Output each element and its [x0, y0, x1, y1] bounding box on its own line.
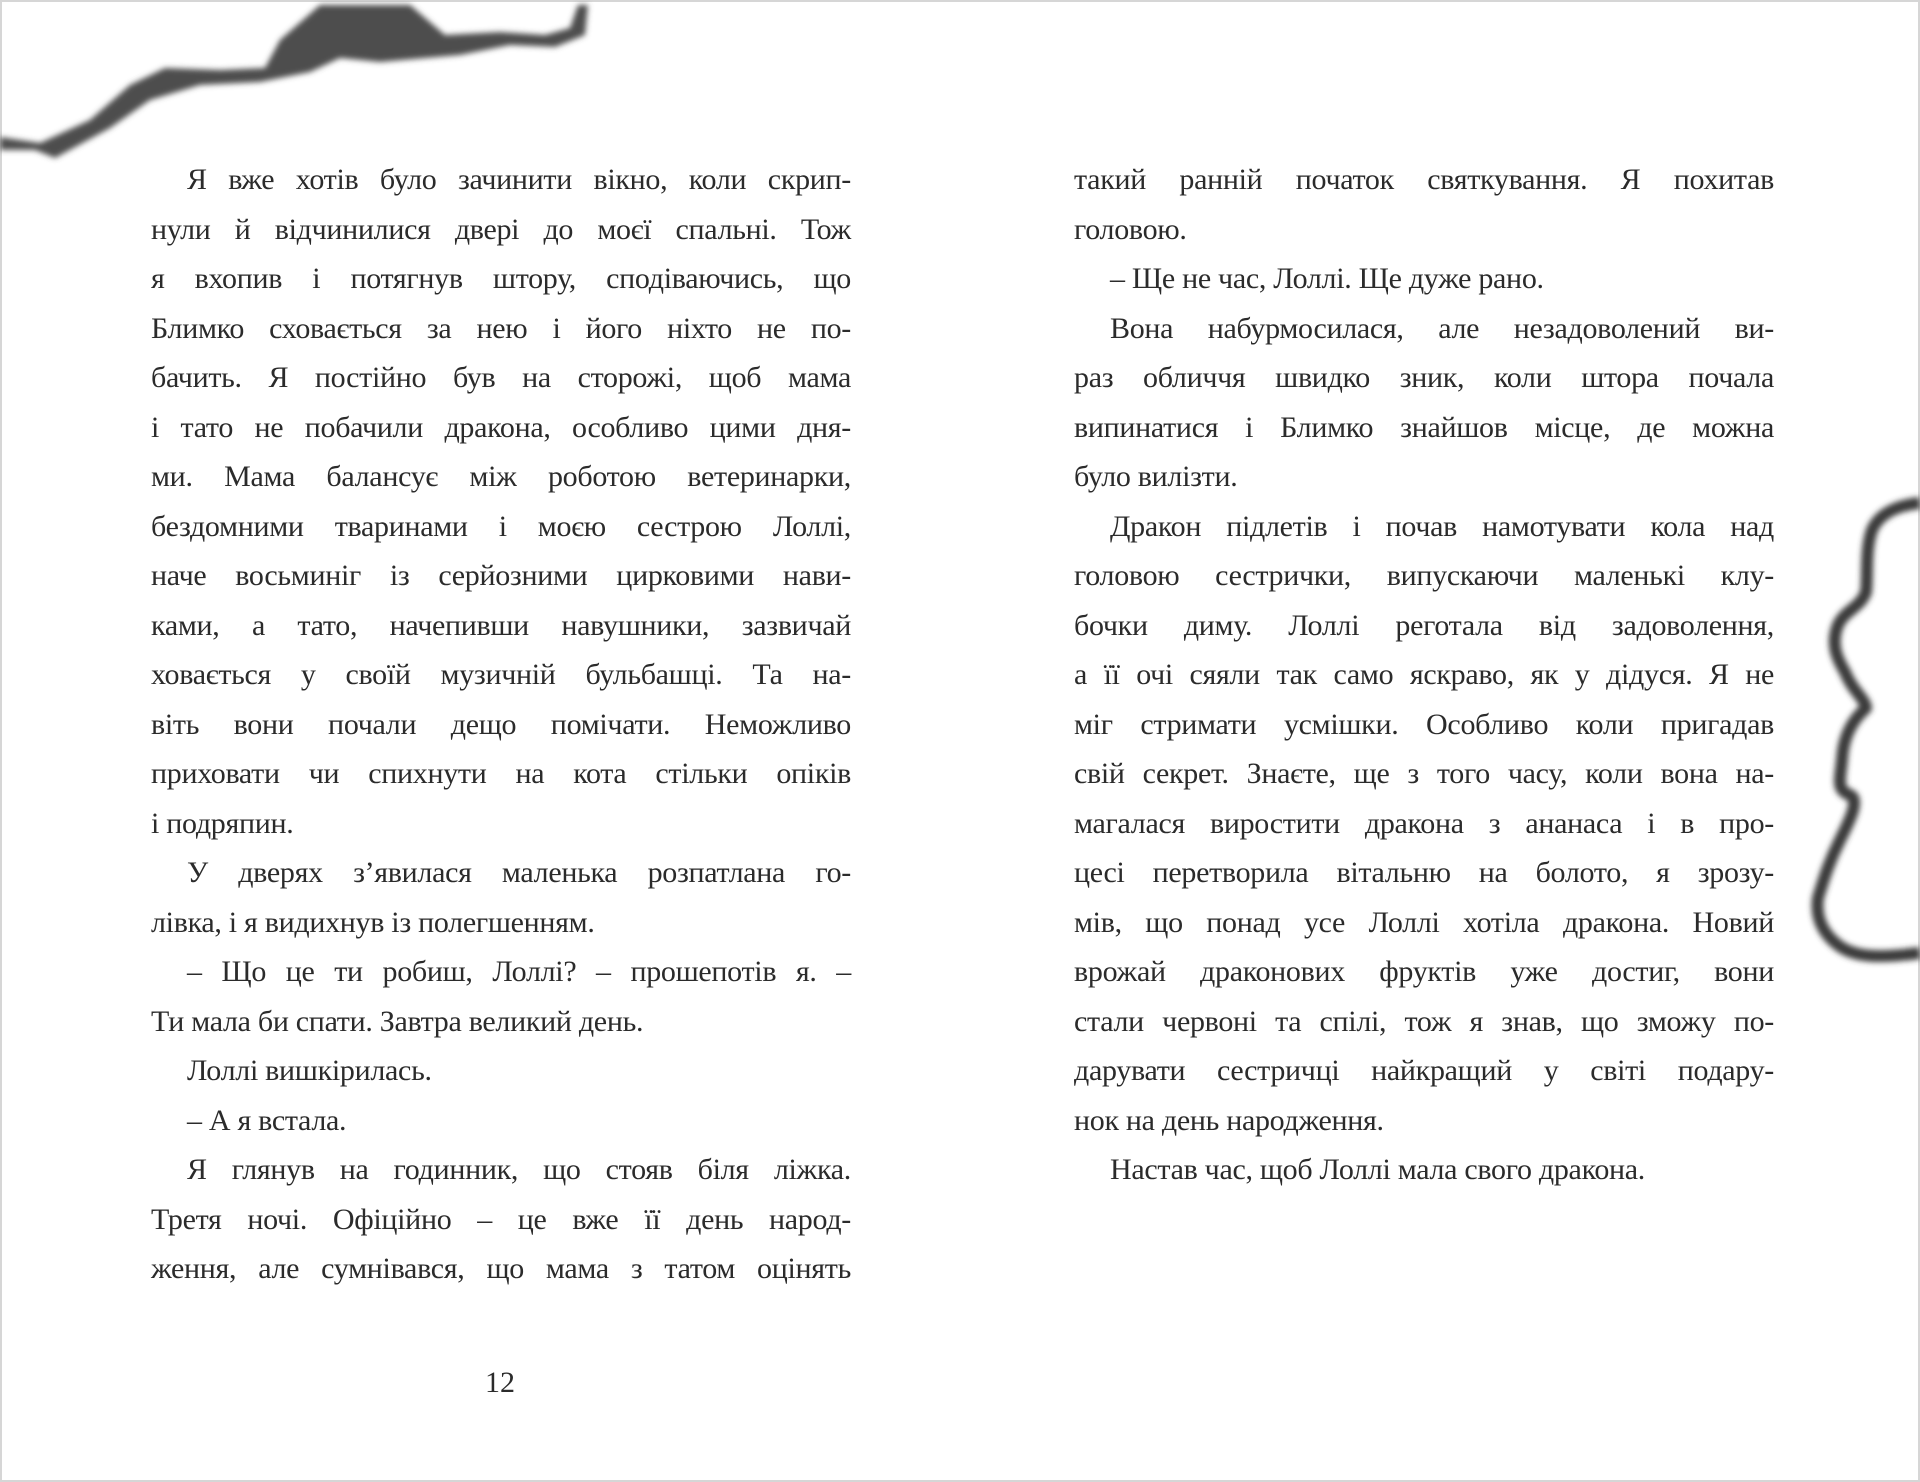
text-line: – Що це ти робиш, Лоллі? – прошепотів я. – — [187, 955, 851, 988]
paragraph — [1074, 304, 1774, 502]
text-line: нули й відчинилися двері до моєї спальні. Тож — [151, 212, 851, 246]
text-line: Я глянув на годинник, що стояв біля ліжка. — [187, 1153, 851, 1186]
text-line: магалася виростити дракона з ананаса і в про- — [1074, 806, 1774, 840]
text-line: бочки диму. Лоллі реготала від задоволення, — [1074, 608, 1774, 642]
text-line: я вхопив і потягнув штору, сподіваючись, що — [151, 262, 851, 295]
text-line: бачить. Я постійно був на сторожі, щоб мама — [151, 361, 851, 394]
paragraph — [151, 1046, 851, 1096]
text-line: Вона набурмосилася, але незадоволений ви- — [1110, 311, 1774, 345]
text-line: головою. — [1074, 212, 1187, 246]
text-line: У дверях з’явилася маленька розпатлана го- — [187, 856, 851, 889]
text-line: і тато не побачили дракона, особливо цими дня- — [151, 410, 851, 444]
paragraph — [151, 1145, 851, 1294]
text-line: головою сестрички, випускаючи маленькі клу- — [1074, 559, 1774, 592]
text-line: раз обличчя швидко зник, коли штора почала — [1074, 361, 1774, 394]
text-line: Ти мала би спати. Завтра великий день. — [151, 1004, 644, 1038]
text-line: ками, а тато, начепивши навушники, зазвичай — [151, 608, 851, 642]
paragraph — [1074, 155, 1774, 254]
paragraph — [1074, 254, 1774, 304]
text-line: віть вони почали дещо помічати. Неможливо — [151, 707, 851, 741]
text-line: Я вже хотів було зачинити вікно, коли скрип- — [187, 163, 851, 196]
text-line: ження, але сумнівався, що мама з татом оцінять — [151, 1252, 851, 1285]
text-line: і подряпин. — [151, 806, 294, 840]
text-line: наче восьминіг із серйозними цирковими нави- — [151, 559, 851, 592]
right-page-text — [1074, 155, 1774, 1195]
text-line: такий ранній початок святкування. Я похитав — [1074, 163, 1774, 196]
text-line: Третя ночі. Офіційно – це вже її день народ- — [151, 1202, 851, 1236]
text-line: мів, що понад усе Лоллі хотіла дракона. Новий — [1074, 905, 1774, 939]
text-line: приховати чи спихнути на кота стільки опіків — [151, 757, 851, 790]
burnt-edge-right — [1817, 503, 1920, 956]
text-line: а її очі сяяли так само яскраво, як у дідуся. Я не — [1074, 658, 1774, 691]
text-line: Дракон підлетів і почав намотувати кола над — [1110, 509, 1774, 543]
burnt-edge-top-left — [0, 5, 588, 158]
text-line: ми. Мама балансує між роботою ветеринарки, — [151, 460, 851, 493]
text-line: дарувати сестричці найкращий у світі подару- — [1074, 1054, 1774, 1087]
text-line: – Ще не час, Лоллі. Ще дуже рано. — [1110, 262, 1544, 295]
text-line: ховається у своїй музичній бульбашці. Та на- — [151, 658, 851, 691]
paragraph — [1074, 1145, 1774, 1195]
paragraph — [151, 1096, 851, 1146]
text-line: свій секрет. Знаєте, ще з того часу, коли вона на- — [1074, 757, 1774, 790]
text-line: випинатися і Блимко знайшов місце, де можна — [1074, 410, 1774, 444]
text-line: врожай драконових фруктів уже достиг, вони — [1074, 955, 1774, 988]
paragraph — [151, 155, 851, 848]
text-line: нок на день народження. — [1074, 1103, 1384, 1137]
text-line: стали червоні та спілі, тож я знав, що зможу по- — [1074, 1004, 1774, 1038]
left-page-text — [151, 155, 851, 1294]
text-line: лівка, і я видихнув із полегшенням. — [151, 905, 595, 939]
text-line: – А я встала. — [187, 1103, 347, 1137]
text-line: було вилізти. — [1074, 460, 1238, 493]
text-line: Блимко сховається за нею і його ніхто не по- — [151, 311, 851, 345]
text-line: бездомними тваринами і моєю сестрою Лоллі, — [151, 509, 851, 543]
paragraph — [151, 947, 851, 1046]
text-line: цесі перетворила вітальню на болото, я зрозу- — [1074, 856, 1774, 889]
text-line: міг стримати усмішки. Особливо коли пригадав — [1074, 707, 1774, 741]
paragraph — [1074, 502, 1774, 1146]
page-number: 12 — [485, 1366, 515, 1399]
text-line: Настав час, щоб Лоллі мала свого дракона. — [1110, 1153, 1645, 1186]
text-line: Лоллі вишкірилась. — [187, 1054, 432, 1087]
paragraph — [151, 848, 851, 947]
